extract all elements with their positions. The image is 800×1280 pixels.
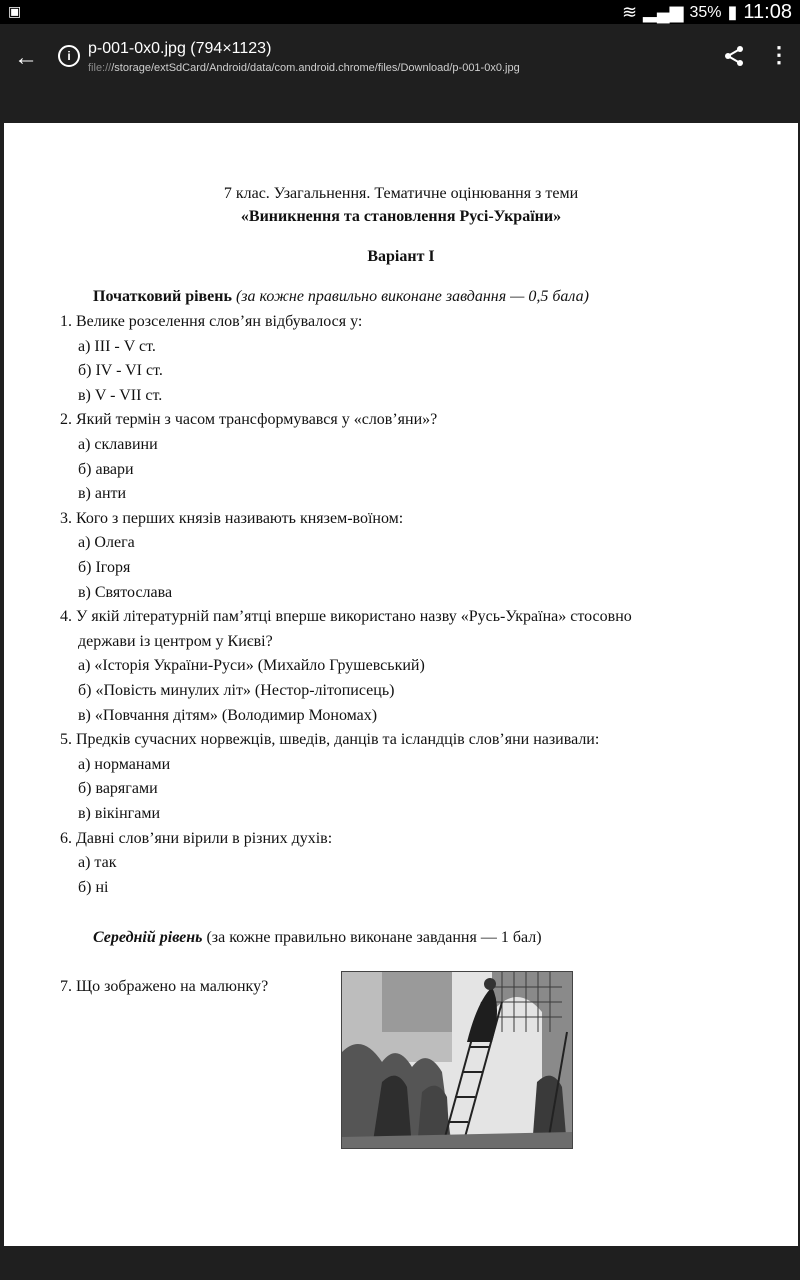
q3-option-c: в) Святослава [78,584,173,601]
battery-icon: ▮ [727,2,738,22]
level2-heading [93,929,542,947]
q2-option-c: в) анти [78,485,127,502]
level1-title: Початковий рівень [93,288,232,305]
q5-option-b: б) варягами [78,780,158,797]
q4-option-a: а) «Історія України-Руси» (Михайло Грушевський) [78,657,425,674]
q4-option-b: б) «Повість минулих літ» (Нестор-літописець) [78,682,395,699]
gallery-notification-icon: ▣ [8,3,22,19]
url-text [88,62,520,74]
url-path: /storage/extSdCard/Android/data/com.android.chrome/files/Download/p-001-0x0.jpg [111,62,520,74]
q4-text-line1: 4. У якій літературній пам’ятці вперше використано назву «Русь-Україна» стосовно [60,608,632,625]
q1-text: 1. Велике розселення слов’ян відбувалося у: [60,313,363,330]
battery-percent: 35% [689,3,722,21]
level2-note: (за кожне правильно виконане завдання — 1 бал) [206,929,542,946]
wifi-icon: ≋ [621,2,638,22]
browser-toolbar [0,24,800,122]
share-icon[interactable] [722,44,746,68]
q6-option-b: б) ні [78,879,109,896]
q4-option-c: в) «Повчання дітям» (Володимир Мономах) [78,707,378,724]
overflow-menu-icon[interactable]: ⋮ [768,42,790,67]
q2-option-a: а) склавини [78,436,158,453]
q5-text: 5. Предків сучасних норвежців, шведів, данців та ісландців слов’яни називали: [60,731,600,748]
q7-text: 7. Що зображено на малюнку? [60,978,269,995]
q5-option-c: в) вікінгами [78,805,161,822]
status-bar [0,0,800,24]
q3-option-a: а) Олега [78,534,135,551]
q5-option-a: а) норманами [78,756,171,773]
historical-engraving-picture [341,971,573,1149]
back-arrow-icon[interactable]: ← [14,44,38,71]
q4-text-line2: держави із центром у Києві? [78,633,273,650]
header-line-2: «Виникнення та становлення Русі-України» [240,208,562,225]
header-line-1: 7 клас. Узагальнення. Тематичне оцінювання з теми [223,185,579,202]
variant-title: Варіант І [367,248,435,265]
signal-icon: ▂▄▆ [643,2,684,22]
clock: 11:08 [743,1,792,23]
q2-text: 2. Який термін з часом трансформувався у «слов’яни»? [60,411,438,428]
info-icon[interactable]: i [58,45,80,67]
q1-option-c: в) V - VII ст. [78,387,163,404]
engraving-illustration [342,972,572,1148]
level2-title: Середній рівень [93,929,203,946]
q3-text: 3. Кого з перших князів називають князем-воїном: [60,510,404,527]
q6-text: 6. Давні слов’яни вірили в різних духів: [60,830,333,847]
q3-option-b: б) Ігоря [78,559,131,576]
page-title: p-001-0x0.jpg (794×1123) [88,40,272,57]
q2-option-b: б) авари [78,461,134,478]
q6-option-a: а) так [78,854,117,871]
q1-option-a: а) ІІІ - V ст. [78,338,156,355]
url-scheme: file:// [88,62,112,74]
q1-option-b: б) IV - VI ст. [78,362,163,379]
level1-heading [93,288,589,306]
level1-note: (за кожне правильно виконане завдання — 0,5 бала) [235,288,589,305]
document-image [4,123,798,1246]
